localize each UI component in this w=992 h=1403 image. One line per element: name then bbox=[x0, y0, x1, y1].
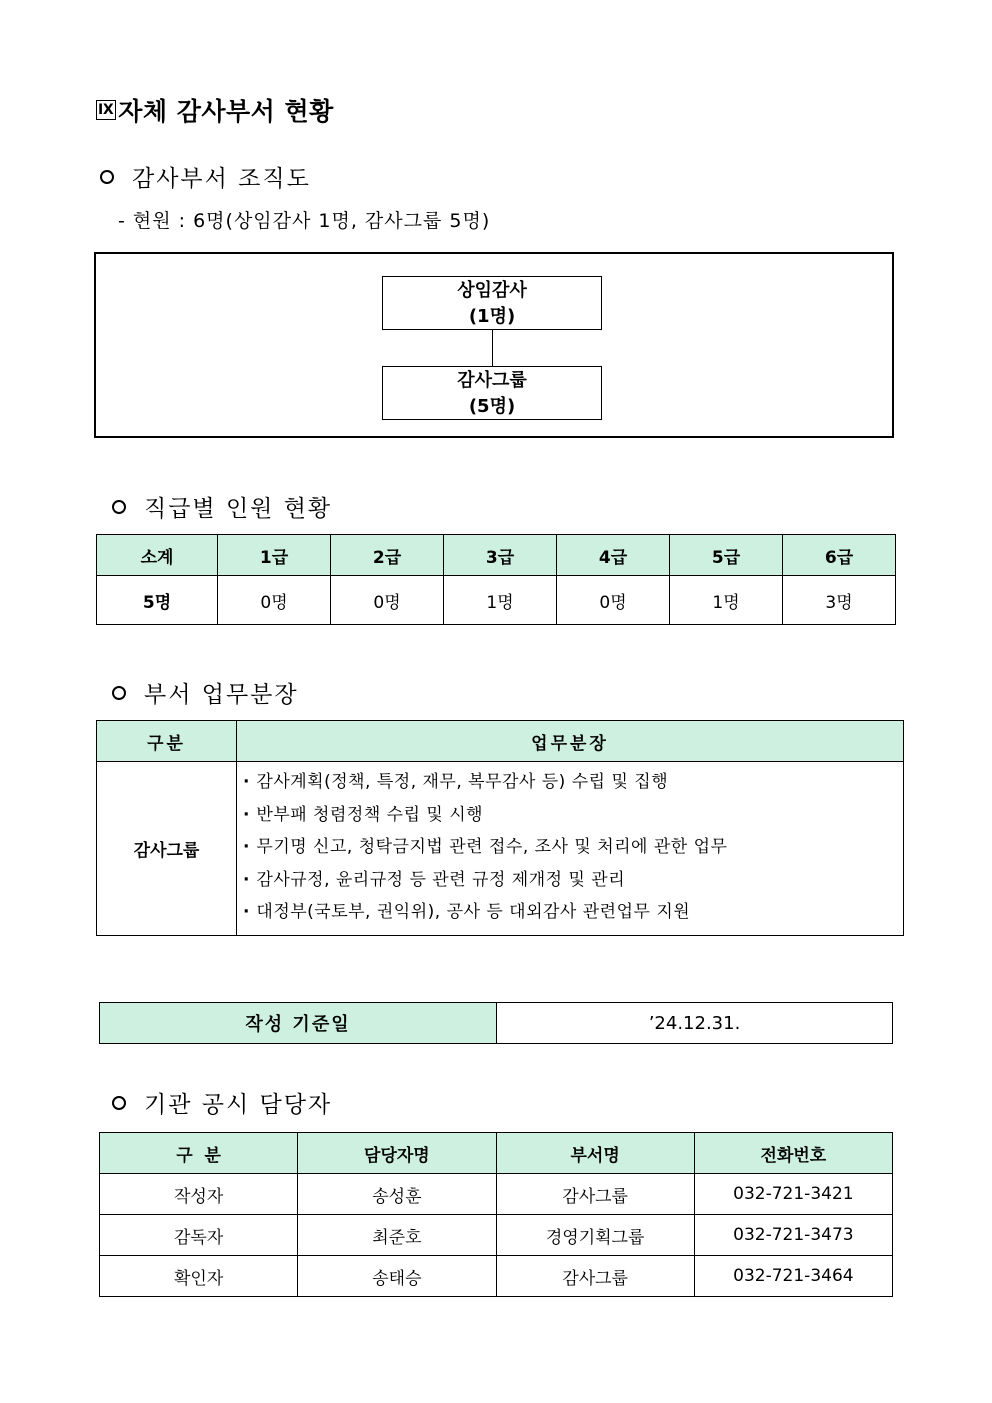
circle-bullet-icon bbox=[100, 170, 114, 184]
contact-phone: 032-721-3464 bbox=[694, 1256, 892, 1297]
contact-header-cell: 부서명 bbox=[496, 1133, 694, 1174]
contact-person: 송성훈 bbox=[298, 1174, 496, 1215]
grade-value-cell: 5명 bbox=[97, 576, 218, 625]
duty-row bbox=[97, 762, 904, 936]
grade-header-cell: 3급 bbox=[444, 535, 557, 576]
grade-header-cell: 2급 bbox=[331, 535, 444, 576]
contact-department: 감사그룹 bbox=[496, 1256, 694, 1297]
table-row bbox=[100, 1174, 893, 1215]
grade-header-cell: 4급 bbox=[557, 535, 670, 576]
contact-section-heading: 기관 공시 담당자 bbox=[112, 1086, 332, 1119]
contact-header-cell: 전화번호 bbox=[694, 1133, 892, 1174]
duty-items bbox=[237, 762, 904, 936]
grade-value-cell: 1명 bbox=[444, 576, 557, 625]
contact-header-row bbox=[100, 1133, 893, 1174]
grade-header-cell: 6급 bbox=[783, 535, 896, 576]
contact-person: 송태승 bbox=[298, 1256, 496, 1297]
contact-table bbox=[99, 1132, 893, 1297]
circle-bullet-icon bbox=[112, 686, 126, 700]
circle-bullet-icon bbox=[112, 1096, 126, 1110]
duty-section-heading: 부서 업무분장 bbox=[112, 676, 299, 709]
reference-date-row bbox=[100, 1003, 893, 1044]
contact-role: 확인자 bbox=[100, 1256, 298, 1297]
duty-row-label: 감사그룹 bbox=[97, 762, 237, 936]
duty-table bbox=[96, 720, 904, 936]
contact-header-cell: 담당자명 bbox=[298, 1133, 496, 1174]
contact-department: 감사그룹 bbox=[496, 1174, 694, 1215]
duty-item: · 반부패 청렴정책 수립 및 시행 bbox=[243, 799, 893, 832]
reference-date-table bbox=[99, 1002, 893, 1044]
org-connector-line bbox=[492, 330, 493, 366]
grade-header-cell: 소계 bbox=[97, 535, 218, 576]
page-title: Ⅸ 자체 감사부서 현황 bbox=[98, 97, 334, 126]
grade-header-cell: 1급 bbox=[218, 535, 331, 576]
grade-table bbox=[96, 534, 896, 625]
org-section-heading: 감사부서 조직도 bbox=[100, 160, 311, 193]
contact-phone: 032-721-3421 bbox=[694, 1174, 892, 1215]
grade-header-cell: 5급 bbox=[670, 535, 783, 576]
grade-value-cell: 0명 bbox=[331, 576, 444, 625]
reference-date-value: ’24.12.31. bbox=[497, 1003, 893, 1044]
duty-item: · 대정부(국토부, 권익위), 공사 등 대외감사 관련업무 지원 bbox=[243, 896, 893, 929]
duty-item: · 무기명 신고, 청탁금지법 관련 접수, 조사 및 처리에 관한 업무 bbox=[243, 831, 893, 864]
contact-department: 경영기획그룹 bbox=[496, 1215, 694, 1256]
grade-value-cell: 1명 bbox=[670, 576, 783, 625]
grade-value-cell: 0명 bbox=[557, 576, 670, 625]
circle-bullet-icon bbox=[112, 500, 126, 514]
contact-phone: 032-721-3473 bbox=[694, 1215, 892, 1256]
reference-date-label: 작성 기준일 bbox=[100, 1003, 497, 1044]
org-node-standing-auditor: 상임감사 (1명) bbox=[382, 276, 602, 330]
contact-person: 최준호 bbox=[298, 1215, 496, 1256]
org-node-audit-group: 감사그룹 (5명) bbox=[382, 366, 602, 420]
table-row bbox=[100, 1256, 893, 1297]
staff-count-line: - 현원 : 6명(상임감사 1명, 감사그룹 5명) bbox=[118, 210, 491, 232]
grade-section-heading: 직급별 인원 현황 bbox=[112, 490, 332, 523]
grade-header-row bbox=[97, 535, 896, 576]
contact-role: 작성자 bbox=[100, 1174, 298, 1215]
roman-numeral-IX-icon: Ⅸ bbox=[98, 102, 115, 118]
contact-role: 감독자 bbox=[100, 1215, 298, 1256]
grade-value-cell: 0명 bbox=[218, 576, 331, 625]
grade-value-cell: 3명 bbox=[783, 576, 896, 625]
duty-header-cell: 구분 bbox=[97, 721, 237, 762]
contact-header-cell: 구 분 bbox=[100, 1133, 298, 1174]
table-row bbox=[100, 1215, 893, 1256]
org-chart bbox=[94, 252, 894, 438]
duty-item: · 감사규정, 윤리규정 등 관련 규정 제개정 및 관리 bbox=[243, 864, 893, 897]
duty-item: · 감사계획(정책, 특정, 재무, 복무감사 등) 수립 및 집행 bbox=[243, 766, 893, 799]
duty-header-cell: 업무분장 bbox=[237, 721, 904, 762]
grade-value-row bbox=[97, 576, 896, 625]
duty-header-row bbox=[97, 721, 904, 762]
